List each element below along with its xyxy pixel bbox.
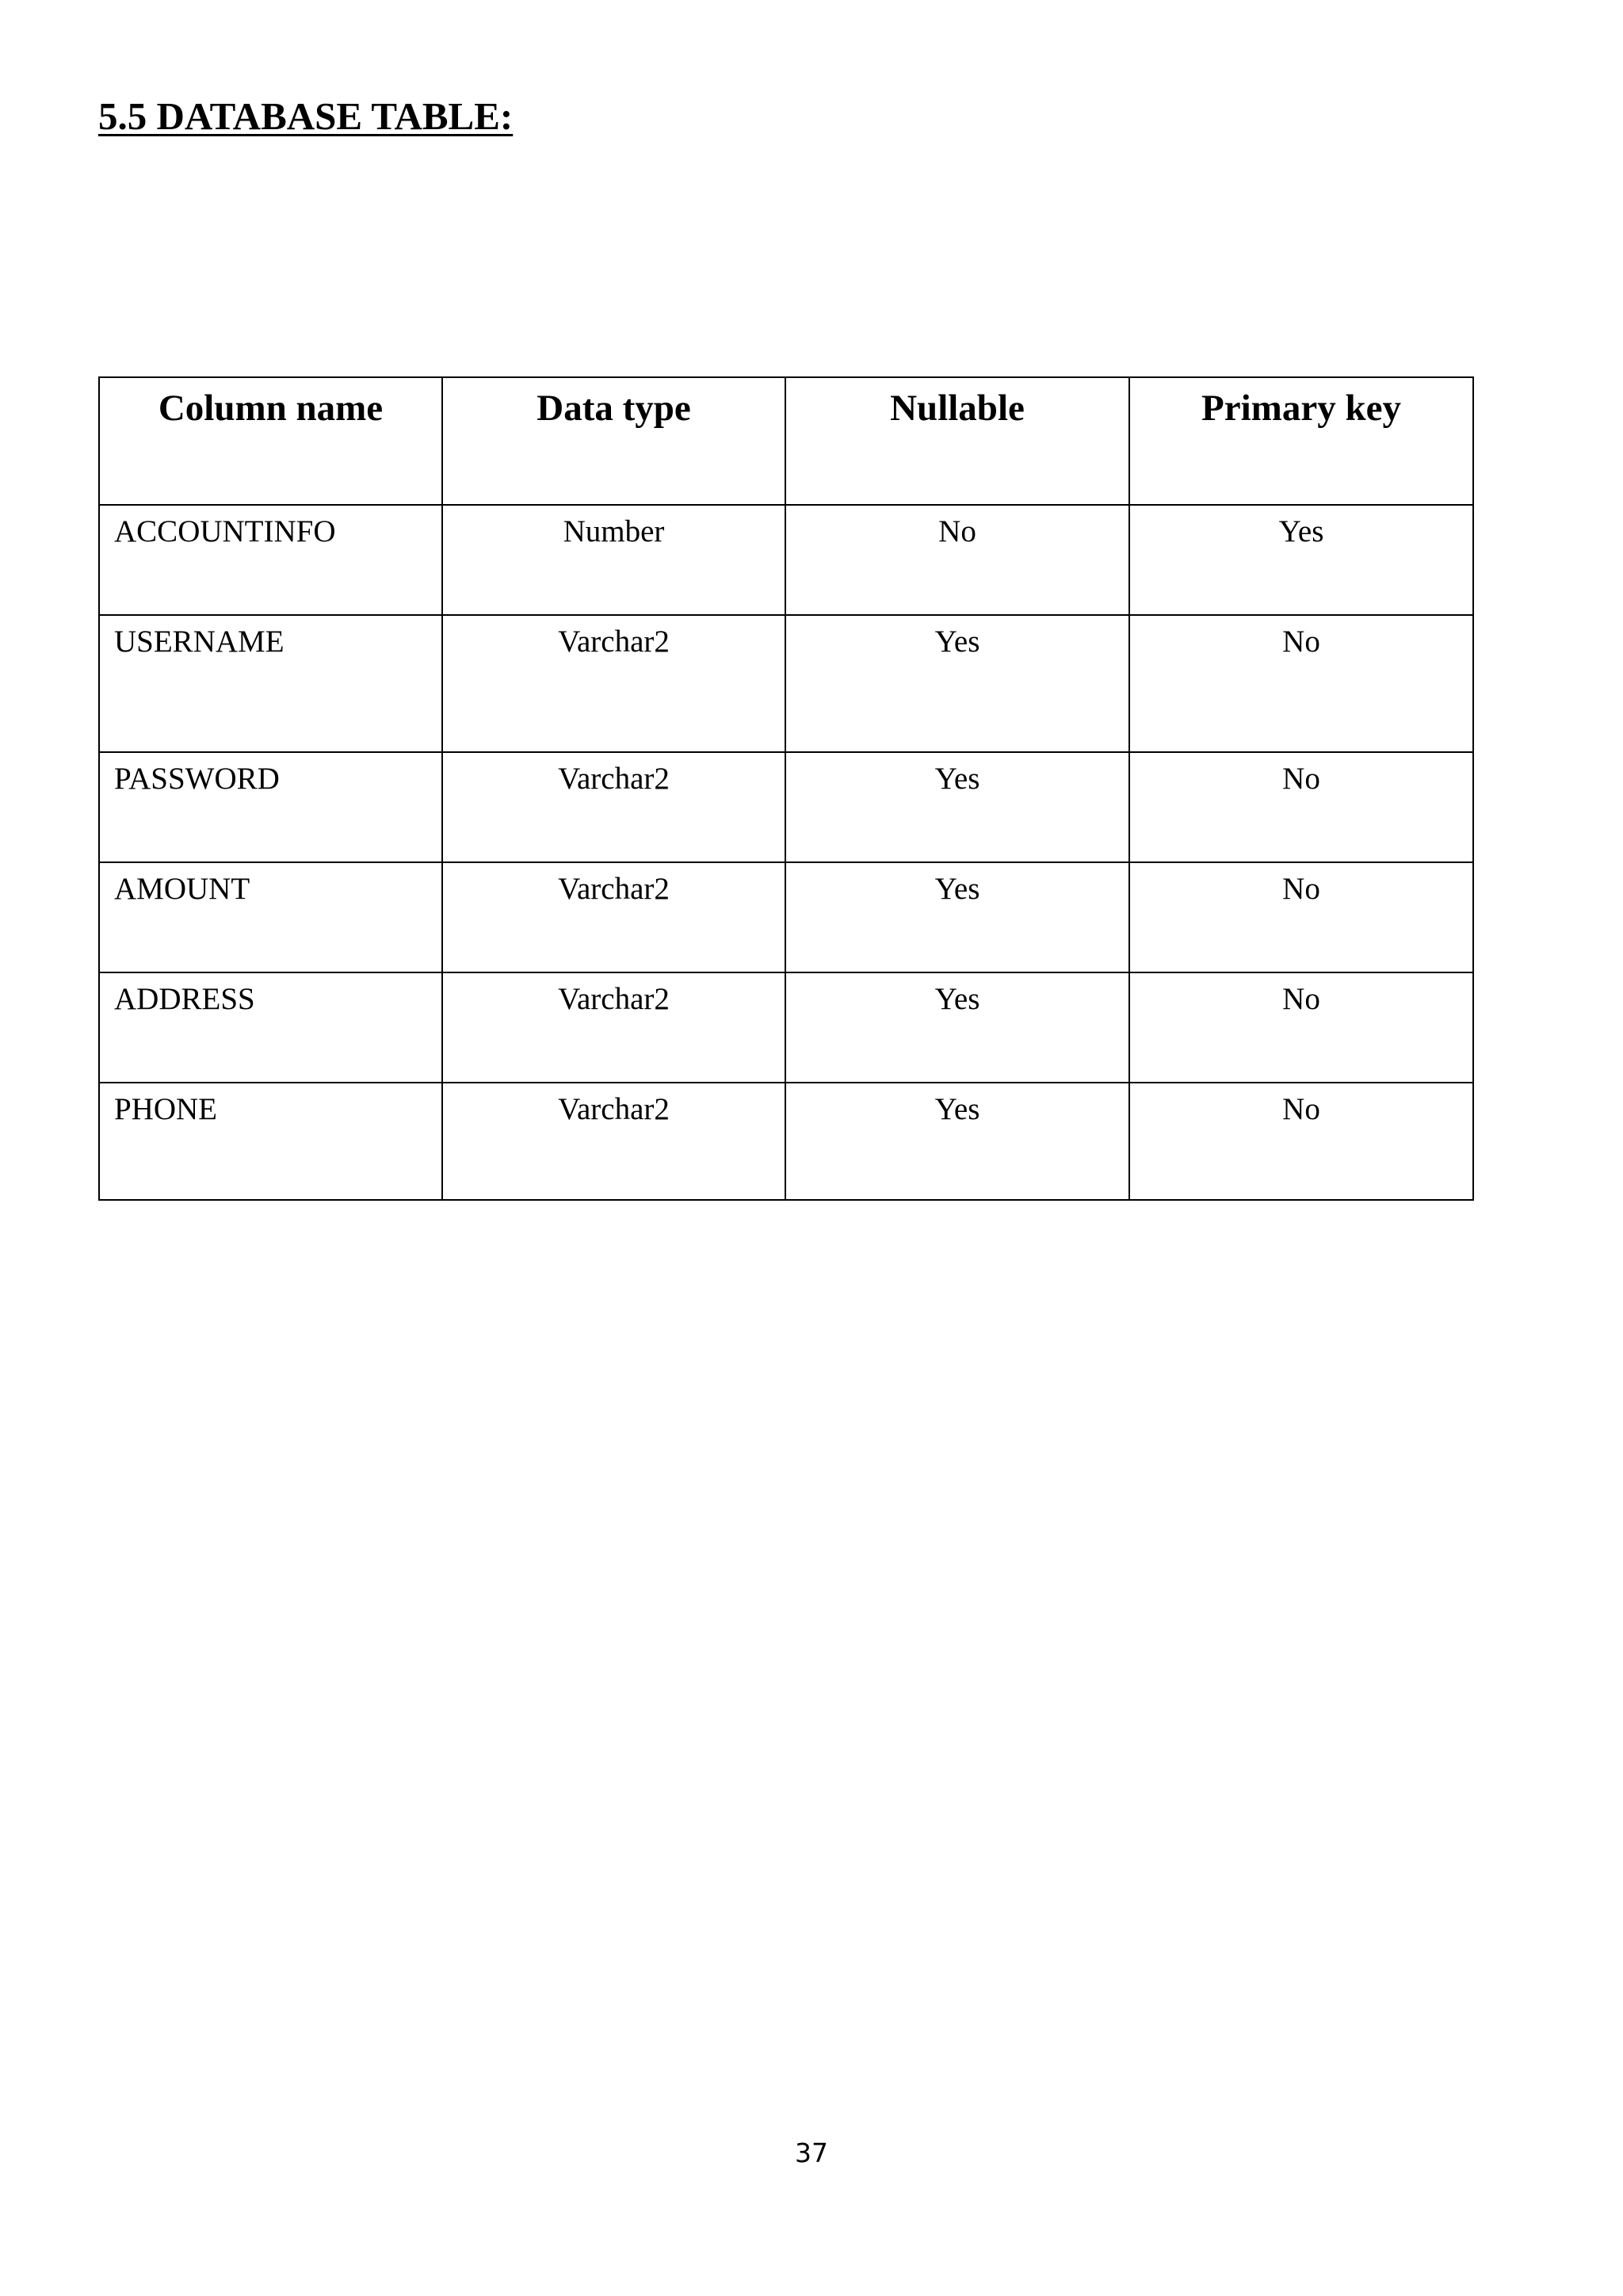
table-header-row (99, 377, 1473, 505)
cell-data-type: Varchar2 (442, 862, 785, 972)
cell-column-name: ACCOUNTINFO (99, 505, 442, 615)
cell-nullable: Yes (785, 615, 1129, 752)
cell-nullable: Yes (785, 1083, 1129, 1200)
table-row (99, 505, 1473, 615)
cell-nullable: Yes (785, 752, 1129, 862)
table-row (99, 972, 1473, 1083)
cell-data-type: Varchar2 (442, 752, 785, 862)
cell-nullable: Yes (785, 972, 1129, 1083)
cell-column-name: AMOUNT (99, 862, 442, 972)
cell-data-type: Number (442, 505, 785, 615)
cell-data-type: Varchar2 (442, 972, 785, 1083)
cell-primary-key: No (1129, 972, 1473, 1083)
cell-nullable: Yes (785, 862, 1129, 972)
cell-primary-key: No (1129, 862, 1473, 972)
cell-primary-key: No (1129, 615, 1473, 752)
table-row (99, 752, 1473, 862)
cell-column-name: PHONE (99, 1083, 442, 1200)
cell-primary-key: No (1129, 752, 1473, 862)
cell-data-type: Varchar2 (442, 615, 785, 752)
section-heading: 5.5 DATABASE TABLE: (98, 94, 514, 138)
header-nullable: Nullable (785, 377, 1129, 505)
header-column-name: Column name (99, 377, 442, 505)
cell-primary-key: Yes (1129, 505, 1473, 615)
table-row (99, 862, 1473, 972)
table-row (99, 615, 1473, 752)
cell-data-type: Varchar2 (442, 1083, 785, 1200)
header-data-type: Data type (442, 377, 785, 505)
header-primary-key: Primary key (1129, 377, 1473, 505)
table-row (99, 1083, 1473, 1200)
cell-primary-key: No (1129, 1083, 1473, 1200)
cell-column-name: PASSWORD (99, 752, 442, 862)
page-number: 37 (795, 2137, 828, 2168)
database-table (98, 376, 1474, 1201)
cell-column-name: ADDRESS (99, 972, 442, 1083)
cell-column-name: USERNAME (99, 615, 442, 752)
cell-nullable: No (785, 505, 1129, 615)
